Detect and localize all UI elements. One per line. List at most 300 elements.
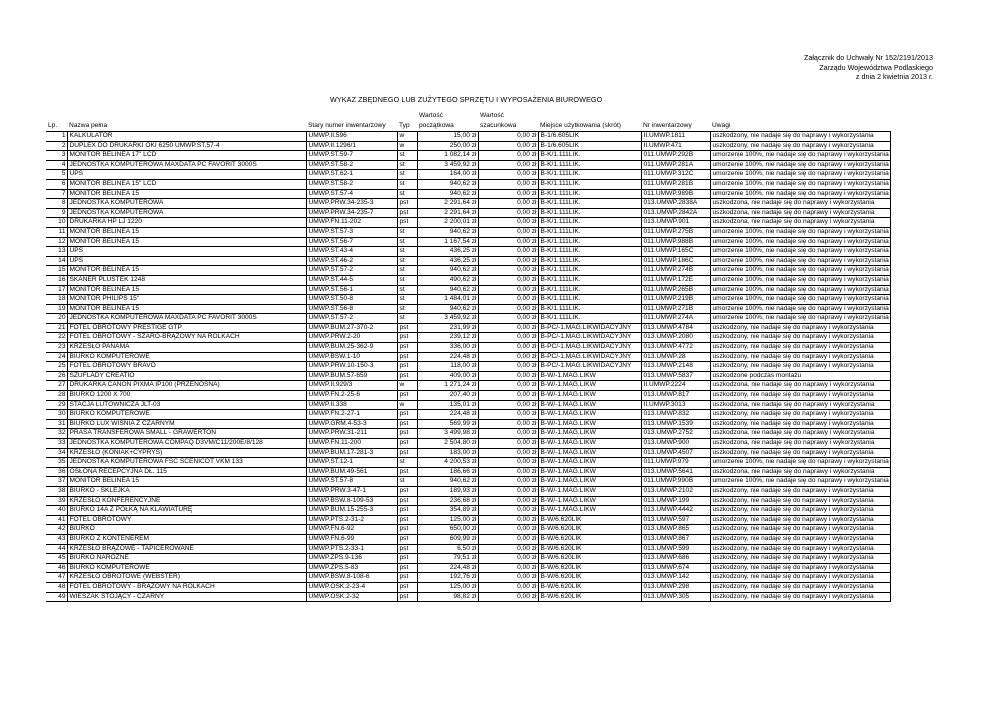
table-row [46, 295, 890, 305]
cell-type: st [397, 256, 417, 266]
cell-estimate: 0,00 zł [478, 400, 538, 410]
cell-type: pst [397, 534, 417, 544]
cell-inventory-number: 013.UMWP.900 [641, 439, 710, 449]
cell-notes: uszkodzony, nie nadaje się do naprawy i wykorzystania [710, 573, 890, 583]
cell-estimate: 0,00 zł [478, 199, 538, 209]
cell-value: 940,62 zł [417, 179, 478, 189]
table-row [46, 400, 890, 410]
table-row [46, 247, 890, 257]
cell-old-number: UMWP.PTS.2-31-2 [306, 515, 397, 525]
cell-notes: uszkodzona, nie nadaje się do naprawy i wykorzystania [710, 381, 890, 391]
table-row [46, 554, 890, 564]
table-row [46, 496, 890, 506]
cell-place: B-W/-1.MAG.LIKW [538, 400, 641, 410]
cell-inventory-number: 011.UMWP.281A [641, 160, 710, 170]
cell-name: JEDNOSTKA KOMPUTEROWA [67, 199, 306, 209]
cell-value: 1 167,54 zł [417, 237, 478, 247]
table-row [46, 275, 890, 285]
cell-notes: umorzenie 100%, nie nadaje się do naprawy i wykorzystania [710, 170, 890, 180]
cell-type: st [397, 160, 417, 170]
cell-type: st [397, 189, 417, 199]
cell-lp: 31 [46, 419, 67, 429]
cell-type: pst [397, 323, 417, 333]
cell-place: B-W/-1.MAG.LIKW [538, 429, 641, 439]
cell-type: st [397, 285, 417, 295]
cell-name: FOTEL OBROTOWY - SZARO-BRĄZOWY NA ROLKACH [67, 333, 306, 343]
cell-place: B-K/1.111LIK. [538, 247, 641, 257]
cell-name: UPS [67, 256, 306, 266]
cell-estimate: 0,00 zł [478, 496, 538, 506]
cell-old-number: UMWP.II.929/3 [306, 381, 397, 391]
cell-notes: uszkodzony, nie nadaje się do naprawy i wykorzystania [710, 506, 890, 516]
cell-old-number: UMWP.PRW.34-235-3 [306, 199, 397, 209]
cell-old-number: UMWP.FN.11-200 [306, 439, 397, 449]
cell-type: st [397, 247, 417, 257]
cell-inventory-number: 013.UMWP.2752 [641, 429, 710, 439]
cell-inventory-number: 013.UMWP.2838A [641, 199, 710, 209]
cell-inventory-number: 013.UMWP.2102 [641, 486, 710, 496]
cell-lp: 7 [46, 189, 67, 199]
cell-estimate: 0,00 zł [478, 189, 538, 199]
cell-old-number: UMWP.BUM.49-561 [306, 467, 397, 477]
cell-value: 250,00 zł [417, 141, 478, 151]
cell-notes: uszkodzona, nie nadaje się do naprawy i wykorzystania [710, 199, 890, 209]
table-row [46, 467, 890, 477]
cell-name: MONITOR BELINEA 15 [67, 237, 306, 247]
cell-lp: 35 [46, 458, 67, 468]
table-row [46, 266, 890, 276]
cell-notes: uszkodzony, nie nadaje się do naprawy i wykorzystania [710, 525, 890, 535]
cell-type: st [397, 477, 417, 487]
cell-notes: umorzenie 100%, nie nadaje się do naprawy i wykorzystania [710, 285, 890, 295]
cell-name: STACJA LUTOWNICZA JLT-03 [67, 400, 306, 410]
cell-name: UPS [67, 247, 306, 257]
cell-value: 98,82 zł [417, 592, 478, 602]
cell-estimate: 0,00 zł [478, 458, 538, 468]
cell-name: JEDNOSTKA KOMPUTEROWA [67, 208, 306, 218]
cell-notes: uszkodzony, nie nadaje się do naprawy i wykorzystania [710, 362, 890, 372]
cell-notes: umorzenie 100%, nie nadaje się do naprawy i wykorzystania [710, 275, 890, 285]
cell-name: FOTEL OBROTOWY [67, 515, 306, 525]
cell-notes: umorzenie 100%, nie nadaje się do naprawy i wykorzystania [710, 160, 890, 170]
table-row [46, 304, 890, 314]
cell-estimate: 0,00 zł [478, 237, 538, 247]
cell-place: B-1/6.605LIK [538, 132, 641, 142]
cell-old-number: UMWP.BSW.8-108-6 [306, 573, 397, 583]
cell-name: MONITOR BELINEA 15 [67, 285, 306, 295]
cell-lp: 17 [46, 285, 67, 295]
cell-old-number: UMWP.ST.62-1 [306, 170, 397, 180]
table-row [46, 323, 890, 333]
table-row [46, 160, 890, 170]
cell-lp: 36 [46, 467, 67, 477]
cell-place: B-K/1.111LIK. [538, 189, 641, 199]
cell-name: SKANER PLUSTEK 1248 [67, 275, 306, 285]
table-row [46, 534, 890, 544]
cell-type: w [397, 141, 417, 151]
cell-estimate: 0,00 zł [478, 534, 538, 544]
cell-lp: 4 [46, 160, 67, 170]
cell-type: pst [397, 515, 417, 525]
cell-lp: 8 [46, 199, 67, 209]
cell-estimate: 0,00 zł [478, 429, 538, 439]
cell-inventory-number: 011.UMWP.988B [641, 237, 710, 247]
cell-place: B-W/-1.MAG.LIKW [538, 496, 641, 506]
inventory-table [46, 111, 891, 602]
cell-notes: uszkodzone podczas montażu [710, 371, 890, 381]
cell-type: pst [397, 582, 417, 592]
cell-notes: uszkodzona, nie nadaje się do naprawy i wykorzystania [710, 439, 890, 449]
cell-notes: uszkodzony, nie nadaje się do naprawy i wykorzystania [710, 534, 890, 544]
table-row [46, 256, 890, 266]
cell-old-number: UMWP.FN.2-27-1 [306, 410, 397, 420]
cell-old-number: UMWP.PTS.2-33-1 [306, 544, 397, 554]
table-row [46, 439, 890, 449]
cell-place: B-W/-1.MAG.LIKW [538, 448, 641, 458]
cell-notes: uszkodzony, nie nadaje się do naprawy i wykorzystania [710, 410, 890, 420]
cell-estimate: 0,00 zł [478, 218, 538, 228]
cell-place: B-W/-1.MAG.LIKW [538, 410, 641, 420]
cell-old-number: UMWP.II.1296/1 [306, 141, 397, 151]
cell-lp: 6 [46, 179, 67, 189]
cell-type: pst [397, 343, 417, 353]
cell-value: 189,93 zł [417, 486, 478, 496]
cell-type: pst [397, 554, 417, 564]
cell-notes: uszkodzony, nie nadaje się do naprawy i wykorzystania [710, 544, 890, 554]
cell-name: KRZESŁO PANAMA [67, 343, 306, 353]
cell-inventory-number: II.UMWP.3013 [641, 400, 710, 410]
cell-old-number: UMWP.BUM.17-281-3 [306, 448, 397, 458]
col-type: Typ [399, 122, 410, 130]
cell-place: B-W/-1.MAG.LIKW [538, 486, 641, 496]
cell-place: B-W/-1.MAG.LIKW [538, 391, 641, 401]
cell-inventory-number: 011.UMWP.281B [641, 179, 710, 189]
cell-lp: 16 [46, 275, 67, 285]
cell-estimate: 0,00 zł [478, 227, 538, 237]
cell-type: pst [397, 544, 417, 554]
cell-inventory-number: 013.UMWP.5837 [641, 371, 710, 381]
attachment-line-1: Załącznik do Uchwały Nr 152/2191/2013 [803, 53, 933, 62]
table-row [46, 141, 890, 151]
table-row [46, 410, 890, 420]
cell-inventory-number: 013.UMWP.817 [641, 391, 710, 401]
cell-old-number: UMWP.ST.56-8 [306, 304, 397, 314]
cell-old-number: UMWP.ST.12-1 [306, 458, 397, 468]
table-row [46, 458, 890, 468]
cell-name: MONITOR BELINEA 15 [67, 304, 306, 314]
cell-estimate: 0,00 zł [478, 151, 538, 161]
cell-inventory-number: 011.UMWP.292B [641, 151, 710, 161]
cell-value: 940,62 zł [417, 189, 478, 199]
cell-lp: 48 [46, 582, 67, 592]
cell-inventory-number: 013.UMWP.298 [641, 582, 710, 592]
cell-lp: 21 [46, 323, 67, 333]
cell-notes: umorzenie 100%, nie nadaje się do naprawy i wykorzystania [710, 266, 890, 276]
cell-type: pst [397, 199, 417, 209]
cell-notes: uszkodzony, nie nadaje się do naprawy i wykorzystania [710, 592, 890, 602]
cell-lp: 27 [46, 381, 67, 391]
cell-name: BIURKO [67, 525, 306, 535]
cell-estimate: 0,00 zł [478, 323, 538, 333]
cell-estimate: 0,00 zł [478, 592, 538, 602]
cell-estimate: 0,00 zł [478, 506, 538, 516]
cell-estimate: 0,00 zł [478, 275, 538, 285]
cell-notes: umorzenie 100%, nie nadaje się do naprawy i wykorzystania [710, 477, 890, 487]
cell-type: pst [397, 486, 417, 496]
cell-inventory-number: 011.UMWP.990B [641, 477, 710, 487]
cell-old-number: UMWP.FN.11-202 [306, 218, 397, 228]
cell-value: 1 082,14 zł [417, 151, 478, 161]
cell-inventory-number: 011.UMWP.219B [641, 295, 710, 305]
cell-notes: uszkodzony, nie nadaje się do naprawy i wykorzystania [710, 515, 890, 525]
cell-inventory-number: 013.UMWP.865 [641, 525, 710, 535]
cell-type: pst [397, 573, 417, 583]
table-row [46, 218, 890, 228]
cell-place: B-W/-1.MAG.LIKW [538, 467, 641, 477]
cell-notes: uszkodzony, nie nadaje się do naprawy i wykorzystania [710, 496, 890, 506]
col-value-top: Wartość [419, 112, 443, 120]
table-row [46, 179, 890, 189]
cell-place: B-W/6.620LIK [538, 592, 641, 602]
cell-estimate: 0,00 zł [478, 333, 538, 343]
cell-estimate: 0,00 zł [478, 563, 538, 573]
cell-old-number: UMWP.FN.6-92 [306, 525, 397, 535]
cell-estimate: 0,00 zł [478, 362, 538, 372]
cell-type: st [397, 170, 417, 180]
table-row [46, 448, 890, 458]
cell-place: B-K/1.111LIK. [538, 208, 641, 218]
cell-estimate: 0,00 zł [478, 371, 538, 381]
cell-value: 354,89 zł [417, 506, 478, 516]
cell-type: pst [397, 448, 417, 458]
table-row [46, 189, 890, 199]
cell-notes: uszkodzona, nie nadaje się do naprawy i wykorzystania [710, 218, 890, 228]
cell-type: w [397, 400, 417, 410]
cell-type: st [397, 266, 417, 276]
cell-value: 336,00 zł [417, 343, 478, 353]
cell-value: 1 484,01 zł [417, 295, 478, 305]
cell-estimate: 0,00 zł [478, 544, 538, 554]
cell-type: pst [397, 391, 417, 401]
col-place: Miejsce użytkowania (skrót) [540, 122, 621, 130]
header-row [46, 121, 890, 132]
cell-estimate: 0,00 zł [478, 208, 538, 218]
cell-value: 436,25 zł [417, 256, 478, 266]
cell-place: B-W/-1.MAG.LIKW [538, 477, 641, 487]
cell-lp: 19 [46, 304, 67, 314]
cell-value: 3 459,92 zł [417, 314, 478, 324]
cell-type: w [397, 132, 417, 142]
cell-lp: 49 [46, 592, 67, 602]
cell-inventory-number: 011.UMWP.275B [641, 227, 710, 237]
table-row [46, 314, 890, 324]
cell-old-number: UMWP.II.338 [306, 400, 397, 410]
cell-value: 164,00 zł [417, 170, 478, 180]
cell-name: FOTEL OBROTOWY - BRĄZOWY NA ROLKACH [67, 582, 306, 592]
cell-estimate: 0,00 zł [478, 343, 538, 353]
cell-notes: uszkodzony, nie nadaje się do naprawy i wykorzystania [710, 486, 890, 496]
cell-place: B-W/6.620LIK [538, 563, 641, 573]
cell-notes: umorzenie 100%, nie nadaje się do naprawy i wykorzystania [710, 314, 890, 324]
cell-place: B-K/1.111LIK. [538, 179, 641, 189]
cell-type: st [397, 314, 417, 324]
cell-name: DRUKARKA HP LJ 1220 [67, 218, 306, 228]
table-row [46, 573, 890, 583]
cell-lp: 20 [46, 314, 67, 324]
cell-notes: uszkodzony, nie nadaje się do naprawy i wykorzystania [710, 352, 890, 362]
cell-place: B-PC/-1.MAG.LIKWIDACYJNY [538, 343, 641, 353]
cell-old-number: UMWP.OŚK.2-32 [306, 592, 397, 602]
cell-inventory-number: II.UMWP.471 [641, 141, 710, 151]
cell-old-number: UMWP.PRW.3-47-1 [306, 486, 397, 496]
table-row [46, 544, 890, 554]
cell-inventory-number: 013.UMWP.674 [641, 563, 710, 573]
cell-name: MONITOR BELINEA 15 [67, 477, 306, 487]
cell-lp: 12 [46, 237, 67, 247]
cell-type: pst [397, 218, 417, 228]
table-row [46, 381, 890, 391]
cell-place: B-K/1.111LIK. [538, 218, 641, 228]
cell-old-number: UMWP.ST.57-2 [306, 314, 397, 324]
cell-place: B-PC/-1.MAG.LIKWIDACYJNY [538, 323, 641, 333]
cell-inventory-number: 013.UMWP.2842A [641, 208, 710, 218]
cell-name: KRZESŁO KONFERENCYJNE [67, 496, 306, 506]
cell-place: B-K/1.111LIK. [538, 199, 641, 209]
cell-estimate: 0,00 zł [478, 554, 538, 564]
cell-value: 135,01 zł [417, 400, 478, 410]
cell-estimate: 0,00 zł [478, 573, 538, 583]
table-row [46, 391, 890, 401]
cell-inventory-number: 011.UMWP.989B [641, 189, 710, 199]
cell-type: pst [397, 439, 417, 449]
cell-old-number: UMWP.ST.56-1 [306, 285, 397, 295]
cell-place: B-K/1.111LIK. [538, 227, 641, 237]
cell-place: B-W/6.620LIK [538, 582, 641, 592]
cell-place: B-1/6.605LIK [538, 141, 641, 151]
cell-type: pst [397, 410, 417, 420]
cell-name: OSŁONA RECEPCYJNA DŁ. 115 [67, 467, 306, 477]
cell-notes: umorzenie 100%, nie nadaje się do naprawy i wykorzystania [710, 458, 890, 468]
cell-old-number: UMWP.BUM.15-255-3 [306, 506, 397, 516]
cell-lp: 44 [46, 544, 67, 554]
col-estimate-top: Wartość [480, 112, 504, 120]
cell-inventory-number: 011.UMWP.265B [641, 285, 710, 295]
cell-type: pst [397, 362, 417, 372]
cell-value: 940,62 zł [417, 266, 478, 276]
cell-value: 940,62 zł [417, 285, 478, 295]
cell-lp: 5 [46, 170, 67, 180]
cell-old-number: UMWP.ST.43-4 [306, 247, 397, 257]
cell-notes: umorzenie 100%, nie nadaje się do naprawy i wykorzystania [710, 247, 890, 257]
table-row [46, 429, 890, 439]
cell-old-number: UMWP.PRW.10-150-3 [306, 362, 397, 372]
cell-estimate: 0,00 zł [478, 477, 538, 487]
cell-name: MONITOR PHILIPS 15" [67, 295, 306, 305]
cell-lp: 1 [46, 132, 67, 142]
cell-inventory-number: 013.UMWP.832 [641, 410, 710, 420]
cell-value: 3 459,92 zł [417, 160, 478, 170]
cell-type: pst [397, 506, 417, 516]
cell-value: 224,48 zł [417, 563, 478, 573]
cell-notes: uszkodzony, nie nadaje się do naprawy i wykorzystania [710, 419, 890, 429]
cell-value: 224,48 zł [417, 410, 478, 420]
col-name: Nazwa pełna [69, 122, 108, 130]
cell-type: pst [397, 208, 417, 218]
table-row [46, 362, 890, 372]
cell-name: JEDNOSTKA KOMPUTEROWA COMPAQ D3VM/C11/200E/8/128 [67, 439, 306, 449]
cell-place: B-W/6.620LIK [538, 534, 641, 544]
cell-lp: 45 [46, 554, 67, 564]
cell-notes: uszkodzona, nie nadaje się do naprawy i wykorzystania [710, 467, 890, 477]
cell-place: B-K/1.111LIK. [538, 266, 641, 276]
cell-name: PRASA TRANSFEROWA SMALL - GRAWERTON [67, 429, 306, 439]
cell-place: B-W/-1.MAG.LIKW [538, 506, 641, 516]
table-row [46, 333, 890, 343]
cell-estimate: 0,00 zł [478, 515, 538, 525]
cell-value: 186,66 zł [417, 467, 478, 477]
cell-place: B-W/-1.MAG.LIKW [538, 439, 641, 449]
cell-name: KRZESŁO (KONIAK+CYPRYS) [67, 448, 306, 458]
cell-value: 192,76 zł [417, 573, 478, 583]
cell-inventory-number: 011.UMWP.274B [641, 266, 710, 276]
cell-old-number: UMWP.ST.57-8 [306, 477, 397, 487]
cell-type: st [397, 151, 417, 161]
table-row [46, 506, 890, 516]
cell-value: 2 291,64 zł [417, 208, 478, 218]
table-row [46, 343, 890, 353]
cell-inventory-number: 013.UMWP.4442 [641, 506, 710, 516]
cell-inventory-number: 013.UMWP.597 [641, 515, 710, 525]
cell-value: 2 291,64 zł [417, 199, 478, 209]
cell-lp: 32 [46, 429, 67, 439]
cell-inventory-number: 013.UMWP.4784 [641, 323, 710, 333]
cell-place: B-W/6.620LIK [538, 554, 641, 564]
cell-notes: umorzenie 100%, nie nadaje się do naprawy i wykorzystania [710, 295, 890, 305]
cell-inventory-number: 013.UMWP.901 [641, 218, 710, 228]
col-old-number: Stary numer inwentarzowy [308, 122, 386, 130]
cell-value: 940,62 zł [417, 227, 478, 237]
cell-place: B-K/1.111LIK. [538, 237, 641, 247]
cell-name: WIESZAK STOJĄCY - CZARNY [67, 592, 306, 602]
cell-inventory-number: II.UMWP.1811 [641, 132, 710, 142]
table-row [46, 525, 890, 535]
cell-lp: 40 [46, 506, 67, 516]
cell-old-number: UMWP.ST.46-2 [306, 256, 397, 266]
col-estimate: szacunkowa [480, 122, 517, 130]
cell-name: BIURKO Z KONTENEREM [67, 534, 306, 544]
cell-notes: uszkodzona, nie nadaje się do naprawy i wykorzystania [710, 429, 890, 439]
attachment-line-3: z dnia 2 kwietnia 2013 r. [855, 72, 933, 82]
cell-inventory-number: 013.UMWP.4507 [641, 448, 710, 458]
cell-lp: 15 [46, 266, 67, 276]
cell-value: 1 271,24 zł [417, 381, 478, 391]
cell-place: B-K/1.111LIK. [538, 285, 641, 295]
cell-place: B-PC/-1.MAG.LIKWIDACYJNY [538, 352, 641, 362]
cell-old-number: UMWP.BUM.57-659 [306, 371, 397, 381]
cell-place: B-W/6.620LIK [538, 573, 641, 583]
table-row [46, 371, 890, 381]
table-row [46, 237, 890, 247]
cell-estimate: 0,00 zł [478, 467, 538, 477]
cell-inventory-number: 013.UMWP.142 [641, 573, 710, 583]
cell-name: FOTEL OBROTOWY PRESTIGE GTP [67, 323, 306, 333]
cell-place: B-K/1.111LIK. [538, 151, 641, 161]
cell-lp: 2 [46, 141, 67, 151]
cell-inventory-number: 013.UMWP.5641 [641, 467, 710, 477]
cell-place: B-K/1.111LIK. [538, 160, 641, 170]
cell-notes: umorzenie 100%, nie nadaje się do naprawy i wykorzystania [710, 189, 890, 199]
cell-estimate: 0,00 zł [478, 304, 538, 314]
